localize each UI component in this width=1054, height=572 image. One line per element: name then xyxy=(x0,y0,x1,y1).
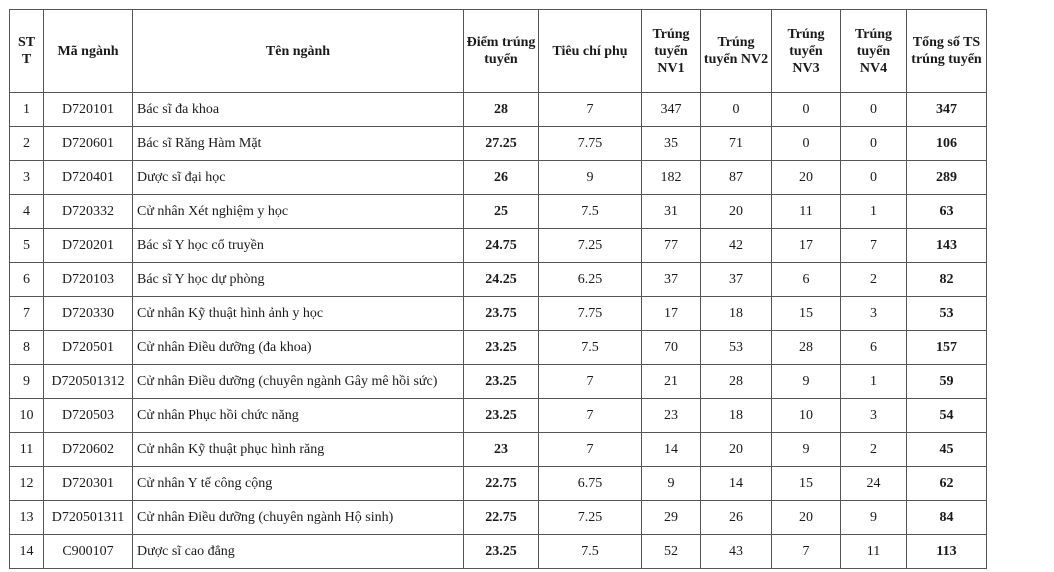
cell-stt: 9 xyxy=(10,365,44,399)
cell-nv1: 21 xyxy=(642,365,701,399)
table-row xyxy=(10,501,987,535)
cell-name: Cử nhân Phục hồi chức năng xyxy=(133,399,464,433)
cell-name: Bác sĩ Răng Hàm Mặt xyxy=(133,127,464,161)
cell-nv2: 37 xyxy=(701,263,772,297)
cell-nv1: 17 xyxy=(642,297,701,331)
cell-code: D720503 xyxy=(44,399,133,433)
cell-nv1: 182 xyxy=(642,161,701,195)
cell-nv3: 15 xyxy=(772,467,841,501)
cell-nv4: 11 xyxy=(841,535,907,569)
table-row xyxy=(10,161,987,195)
cell-nv4: 1 xyxy=(841,365,907,399)
cell-name: Bác sĩ Y học cổ truyền xyxy=(133,229,464,263)
cell-total: 62 xyxy=(907,467,987,501)
cell-total: 289 xyxy=(907,161,987,195)
cell-nv1: 37 xyxy=(642,263,701,297)
cell-name: Dược sĩ cao đẳng xyxy=(133,535,464,569)
cell-nv2: 20 xyxy=(701,195,772,229)
cell-nv2: 53 xyxy=(701,331,772,365)
cell-nv2: 43 xyxy=(701,535,772,569)
cell-stt: 7 xyxy=(10,297,44,331)
cell-nv2: 20 xyxy=(701,433,772,467)
cell-nv4: 0 xyxy=(841,127,907,161)
cell-nv2: 42 xyxy=(701,229,772,263)
cell-score: 23.75 xyxy=(464,297,539,331)
cell-code: D720602 xyxy=(44,433,133,467)
cell-score: 22.75 xyxy=(464,467,539,501)
header-nv1: Trúng tuyển NV1 xyxy=(642,10,701,93)
cell-nv1: 14 xyxy=(642,433,701,467)
header-score: Điểm trúng tuyển xyxy=(464,10,539,93)
cell-criteria: 7.5 xyxy=(539,195,642,229)
cell-nv3: 11 xyxy=(772,195,841,229)
table-header xyxy=(10,10,987,93)
cell-criteria: 6.75 xyxy=(539,467,642,501)
cell-stt: 14 xyxy=(10,535,44,569)
cell-criteria: 7.75 xyxy=(539,297,642,331)
cell-code: D720330 xyxy=(44,297,133,331)
cell-nv3: 28 xyxy=(772,331,841,365)
cell-nv2: 26 xyxy=(701,501,772,535)
table-row xyxy=(10,127,987,161)
cell-stt: 8 xyxy=(10,331,44,365)
cell-nv3: 15 xyxy=(772,297,841,331)
cell-stt: 13 xyxy=(10,501,44,535)
table-row xyxy=(10,365,987,399)
cell-code: D720401 xyxy=(44,161,133,195)
cell-nv3: 0 xyxy=(772,127,841,161)
cell-total: 157 xyxy=(907,331,987,365)
cell-code: D720201 xyxy=(44,229,133,263)
cell-nv1: 77 xyxy=(642,229,701,263)
table-row xyxy=(10,467,987,501)
cell-nv1: 23 xyxy=(642,399,701,433)
cell-score: 25 xyxy=(464,195,539,229)
cell-nv3: 17 xyxy=(772,229,841,263)
cell-nv3: 6 xyxy=(772,263,841,297)
cell-nv4: 24 xyxy=(841,467,907,501)
cell-nv3: 10 xyxy=(772,399,841,433)
cell-criteria: 7.25 xyxy=(539,501,642,535)
cell-score: 27.25 xyxy=(464,127,539,161)
cell-name: Dược sĩ đại học xyxy=(133,161,464,195)
cell-name: Cử nhân Điều dưỡng (chuyên ngành Hộ sinh) xyxy=(133,501,464,535)
cell-nv4: 0 xyxy=(841,93,907,127)
cell-code: D720501311 xyxy=(44,501,133,535)
cell-total: 347 xyxy=(907,93,987,127)
cell-criteria: 7 xyxy=(539,93,642,127)
cell-stt: 1 xyxy=(10,93,44,127)
cell-criteria: 7 xyxy=(539,365,642,399)
cell-nv4: 0 xyxy=(841,161,907,195)
cell-nv1: 29 xyxy=(642,501,701,535)
header-total: Tổng số TS trúng tuyển xyxy=(907,10,987,93)
cell-nv4: 3 xyxy=(841,297,907,331)
cell-code: D720501312 xyxy=(44,365,133,399)
cell-nv3: 9 xyxy=(772,433,841,467)
cell-nv4: 9 xyxy=(841,501,907,535)
cell-score: 23.25 xyxy=(464,331,539,365)
cell-total: 84 xyxy=(907,501,987,535)
header-criteria: Tiêu chí phụ xyxy=(539,10,642,93)
cell-code: D720101 xyxy=(44,93,133,127)
cell-code: D720301 xyxy=(44,467,133,501)
cell-score: 22.75 xyxy=(464,501,539,535)
table-row xyxy=(10,195,987,229)
cell-stt: 10 xyxy=(10,399,44,433)
cell-nv4: 2 xyxy=(841,433,907,467)
cell-nv4: 7 xyxy=(841,229,907,263)
cell-criteria: 9 xyxy=(539,161,642,195)
cell-criteria: 6.25 xyxy=(539,263,642,297)
cell-nv4: 1 xyxy=(841,195,907,229)
cell-nv1: 35 xyxy=(642,127,701,161)
header-nv3: Trúng tuyển NV3 xyxy=(772,10,841,93)
cell-criteria: 7.75 xyxy=(539,127,642,161)
cell-stt: 4 xyxy=(10,195,44,229)
cell-name: Cử nhân Kỹ thuật phục hình răng xyxy=(133,433,464,467)
cell-nv4: 3 xyxy=(841,399,907,433)
cell-stt: 6 xyxy=(10,263,44,297)
cell-criteria: 7 xyxy=(539,399,642,433)
cell-code: D720501 xyxy=(44,331,133,365)
cell-stt: 3 xyxy=(10,161,44,195)
table-row xyxy=(10,399,987,433)
admission-results-table xyxy=(9,9,987,569)
cell-score: 26 xyxy=(464,161,539,195)
cell-name: Cử nhân Y tế công cộng xyxy=(133,467,464,501)
cell-nv4: 6 xyxy=(841,331,907,365)
cell-nv2: 87 xyxy=(701,161,772,195)
cell-total: 53 xyxy=(907,297,987,331)
table-row xyxy=(10,535,987,569)
cell-nv3: 20 xyxy=(772,161,841,195)
header-nv2: Trúng tuyển NV2 xyxy=(701,10,772,93)
cell-nv1: 52 xyxy=(642,535,701,569)
cell-nv2: 18 xyxy=(701,399,772,433)
cell-total: 54 xyxy=(907,399,987,433)
cell-score: 23.25 xyxy=(464,365,539,399)
table-row xyxy=(10,93,987,127)
cell-nv4: 2 xyxy=(841,263,907,297)
table-row xyxy=(10,331,987,365)
cell-code: C900107 xyxy=(44,535,133,569)
cell-stt: 12 xyxy=(10,467,44,501)
cell-stt: 11 xyxy=(10,433,44,467)
cell-nv1: 347 xyxy=(642,93,701,127)
cell-name: Cử nhân Điều dưỡng (đa khoa) xyxy=(133,331,464,365)
header-row xyxy=(10,10,987,93)
cell-nv1: 9 xyxy=(642,467,701,501)
header-nv4: Trúng tuyển NV4 xyxy=(841,10,907,93)
cell-score: 23 xyxy=(464,433,539,467)
cell-name: Bác sĩ đa khoa xyxy=(133,93,464,127)
cell-name: Cử nhân Xét nghiệm y học xyxy=(133,195,464,229)
cell-nv1: 31 xyxy=(642,195,701,229)
cell-nv3: 9 xyxy=(772,365,841,399)
cell-criteria: 7.5 xyxy=(539,331,642,365)
cell-score: 24.75 xyxy=(464,229,539,263)
table-body xyxy=(10,93,987,569)
cell-nv2: 18 xyxy=(701,297,772,331)
header-code: Mã ngành xyxy=(44,10,133,93)
cell-total: 113 xyxy=(907,535,987,569)
cell-total: 63 xyxy=(907,195,987,229)
cell-score: 23.25 xyxy=(464,535,539,569)
cell-total: 59 xyxy=(907,365,987,399)
cell-score: 23.25 xyxy=(464,399,539,433)
cell-stt: 2 xyxy=(10,127,44,161)
cell-total: 45 xyxy=(907,433,987,467)
cell-criteria: 7.5 xyxy=(539,535,642,569)
table-row xyxy=(10,297,987,331)
cell-code: D720601 xyxy=(44,127,133,161)
cell-score: 28 xyxy=(464,93,539,127)
cell-criteria: 7 xyxy=(539,433,642,467)
cell-code: D720332 xyxy=(44,195,133,229)
cell-code: D720103 xyxy=(44,263,133,297)
table-row xyxy=(10,433,987,467)
header-stt: ST T xyxy=(10,10,44,93)
cell-stt: 5 xyxy=(10,229,44,263)
table-row xyxy=(10,229,987,263)
cell-name: Cử nhân Kỹ thuật hình ảnh y học xyxy=(133,297,464,331)
cell-nv3: 0 xyxy=(772,93,841,127)
cell-criteria: 7.25 xyxy=(539,229,642,263)
header-name: Tên ngành xyxy=(133,10,464,93)
cell-nv2: 14 xyxy=(701,467,772,501)
cell-nv3: 20 xyxy=(772,501,841,535)
cell-total: 82 xyxy=(907,263,987,297)
cell-nv2: 28 xyxy=(701,365,772,399)
cell-total: 143 xyxy=(907,229,987,263)
cell-nv1: 70 xyxy=(642,331,701,365)
cell-nv2: 71 xyxy=(701,127,772,161)
cell-name: Bác sĩ Y học dự phòng xyxy=(133,263,464,297)
cell-total: 106 xyxy=(907,127,987,161)
cell-score: 24.25 xyxy=(464,263,539,297)
cell-nv3: 7 xyxy=(772,535,841,569)
cell-name: Cử nhân Điều dưỡng (chuyên ngành Gây mê hồi sức) xyxy=(133,365,464,399)
cell-nv2: 0 xyxy=(701,93,772,127)
table-row xyxy=(10,263,987,297)
admission-results-table-container xyxy=(9,9,987,569)
